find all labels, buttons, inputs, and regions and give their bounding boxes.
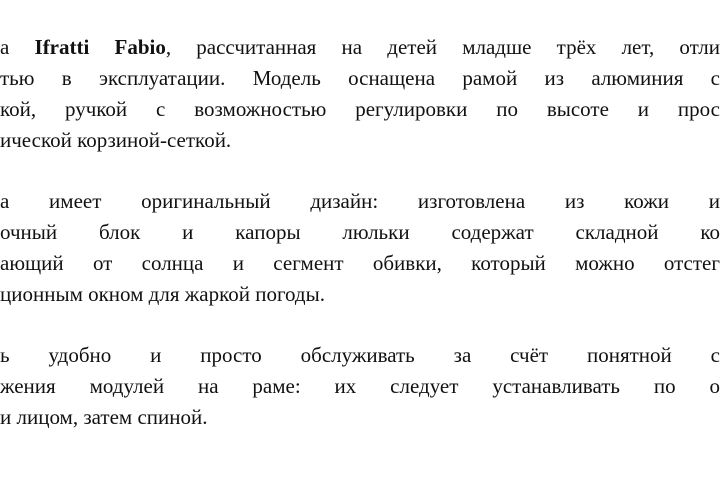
line-rest: , рассчитанная на детей младше трёх лет, отли	[165, 35, 720, 59]
paragraph-1-line-3: кой, ручкой с возможностью регулировки по высоте и прос	[0, 97, 720, 121]
paragraph-3-line-3: и лицом, затем спиной.	[0, 405, 208, 429]
brand-name: Ifratti Fabio	[34, 35, 166, 59]
paragraph-2-line-3: ающий от солнца и сегмент обивки, который можно отстег	[0, 251, 720, 275]
paragraph-1-line-1	[0, 32, 720, 62]
paragraph-3-line-2: жения модулей на раме: их следует устанавливать по о	[0, 374, 720, 398]
line-prefix: а	[0, 35, 35, 59]
paragraph-1-line-2: тью в эксплуатации. Модель оснащена рамой из алюминия с	[0, 66, 720, 90]
paragraph-3-line-1: ь удобно и просто обслуживать за счёт понятной с	[0, 343, 720, 367]
paragraph-2-line-4: ционным окном для жаркой погоды.	[0, 282, 325, 306]
paragraph-1-line-4: ической корзиной-сеткой.	[0, 128, 232, 152]
paragraph-2-line-1: а имеет оригинальный дизайн: изготовлена из кожи и	[0, 189, 720, 213]
paragraph-2-line-2: очный блок и капоры люльки содержат складной ко	[0, 220, 720, 244]
